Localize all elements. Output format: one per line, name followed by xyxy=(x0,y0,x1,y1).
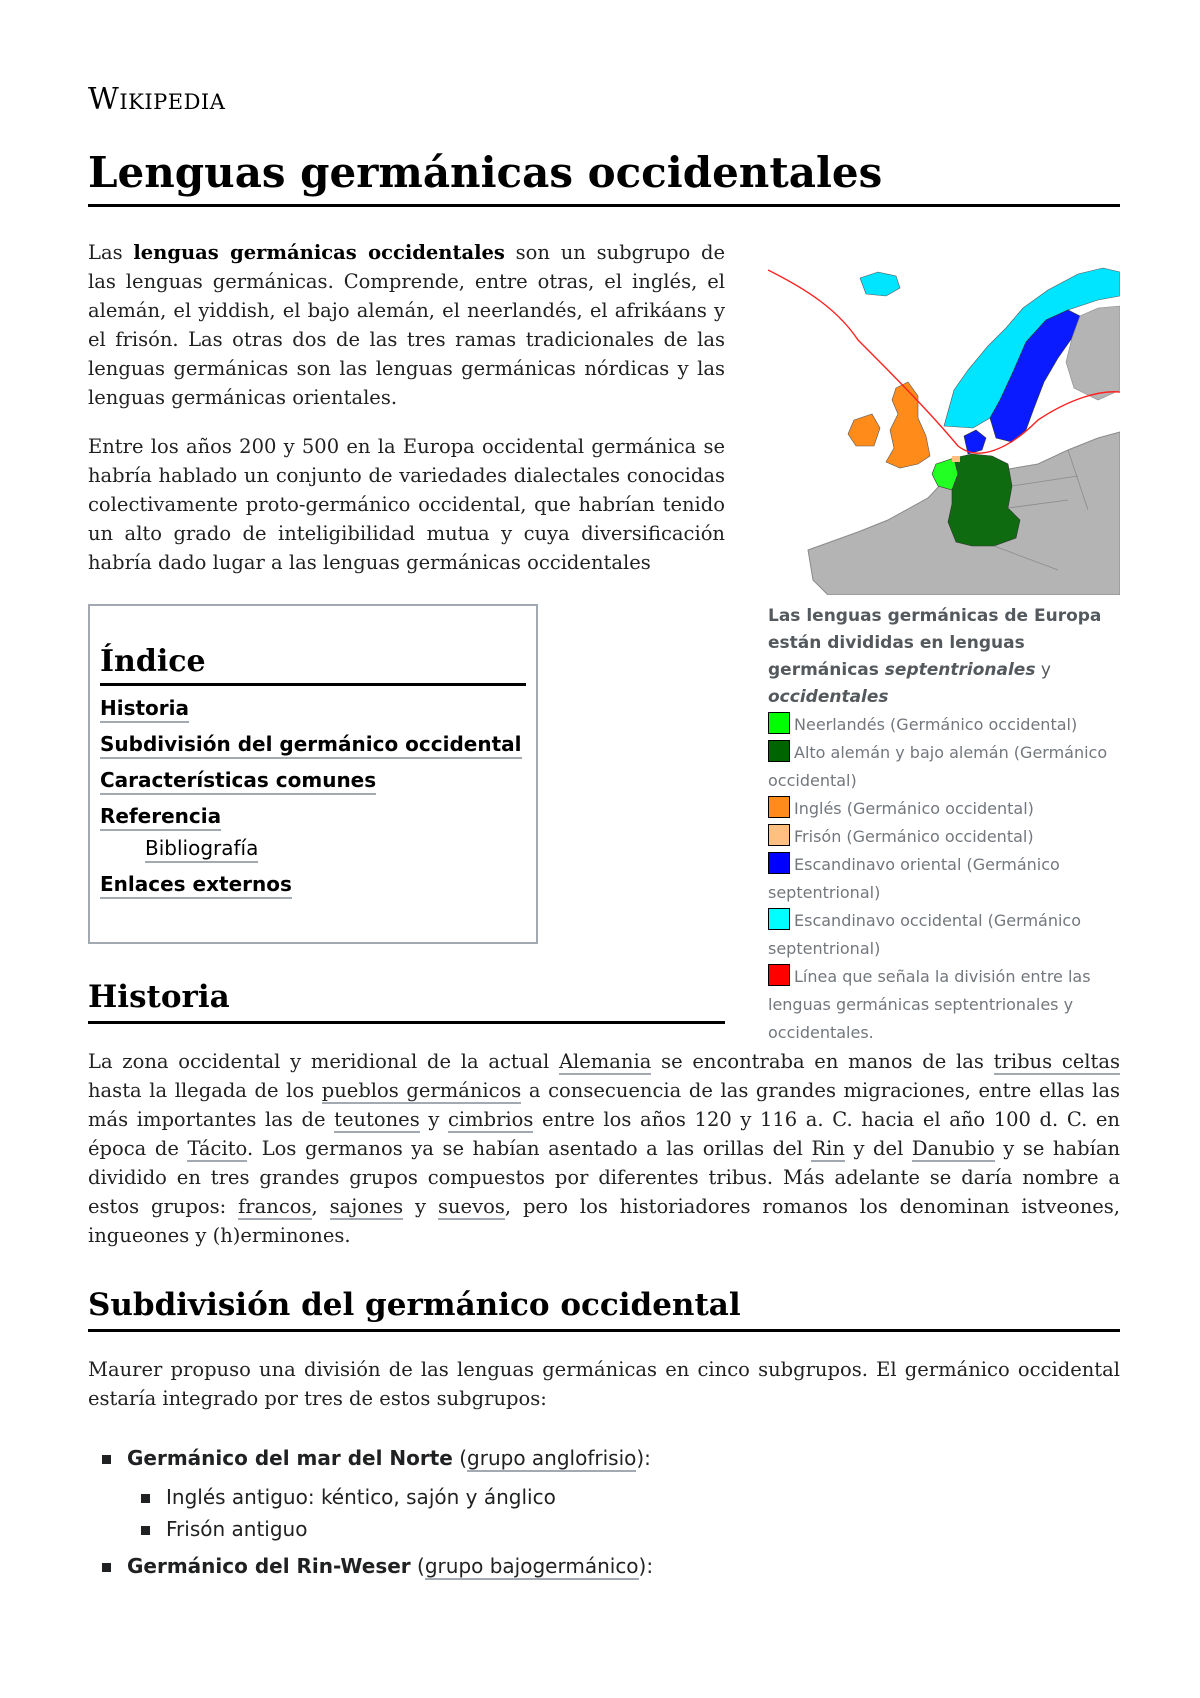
toc-link-subdivision[interactable]: Subdivisión del germánico occidental xyxy=(100,732,522,759)
europe-languages-map[interactable] xyxy=(768,250,1120,595)
legend-item: Neerlandés (Germánico occidental) xyxy=(768,711,1120,739)
historia-paragraph: La zona occidental y meridional de la actual Alemania se encontraba en manos de las tribus celtas hasta la llegada de los pueblos germánicos a consecuencia de las grandes migraciones, entre ellas las más importantes las de teutones y cimbrios entre los años 120 y 116 a. C. hacia el año 100 d. C. en época de Tácito. Los germanos ya se habían asentado a las orillas del Rin y del Danubio y se habían dividido en tres grandes grupos compuestos por diferentes tribus. Más adelante se daría nombre a estos grupos: francos, sajones y suevos, pero los historiadores romanos los denominan istveones, ingueones y (h)erminones. xyxy=(88,1050,1121,1247)
list-item: Inglés antiguo: kéntico, sajón y ánglico xyxy=(127,1481,1120,1513)
toc-link-referencia[interactable]: Referencia xyxy=(100,804,221,831)
intro-bold-term: lenguas germánicas occidentales xyxy=(133,241,505,264)
toc-item-caracteristicas xyxy=(100,768,526,792)
legend-item: Escandinavo occidental (Germánico septentrional) xyxy=(768,907,1120,963)
legend-item: Línea que señala la división entre las lenguas germánicas septentrionales y occidentales. xyxy=(768,963,1120,1047)
section-heading-historia: Historia xyxy=(88,978,725,1024)
wikipedia-wordmark[interactable]: Wikipedia xyxy=(88,82,226,117)
link-tribus-celtas[interactable]: tribus celtas xyxy=(993,1050,1121,1073)
legend-swatch xyxy=(768,740,790,762)
list-item: Germánico del mar del Norte (grupo anglofrisio): Inglés antiguo: kéntico, sajón y ánglico Frisón antiguo xyxy=(88,1443,1120,1545)
link-rin[interactable]: Rin xyxy=(811,1137,845,1160)
link-suevos[interactable]: suevos xyxy=(437,1195,505,1218)
map-legend xyxy=(768,711,1120,1047)
table-of-contents xyxy=(88,604,538,944)
toc-subitem-bibliografia xyxy=(145,836,526,860)
page-title: Lenguas germánicas occidentales xyxy=(88,148,1120,207)
legend-swatch xyxy=(768,712,790,734)
infobox-figure xyxy=(768,250,1120,1047)
legend-swatch xyxy=(768,964,790,986)
subgroup-list xyxy=(88,1443,1120,1587)
link-francos[interactable]: francos xyxy=(238,1195,312,1218)
group-label: Germánico del Rin-Weser xyxy=(127,1554,411,1578)
link-tacito[interactable]: Tácito xyxy=(187,1137,247,1160)
toc-link-enlaces[interactable]: Enlaces externos xyxy=(100,872,292,899)
intro-paragraph-1: Las lenguas germánicas occidentales son un subgrupo de las lenguas germánicas. Comprende, entre otras, el inglés, el alemán, el yiddish, el bajo alemán, el neerlandés, el afrikáans y el frisón. Las otras dos de las tres ramas tradicionales de las lenguas germánicas son las lenguas germánicas nórdicas y las lenguas germánicas orientales. xyxy=(88,241,726,409)
legend-item: Inglés (Germánico occidental) xyxy=(768,795,1120,823)
legend-item: Frisón (Germánico occidental) xyxy=(768,823,1120,851)
group-label: Germánico del mar del Norte xyxy=(127,1446,453,1470)
legend-swatch xyxy=(768,824,790,846)
intro-paragraph-2: Entre los años 200 y 500 en la Europa occidental germánica se habría hablado un conjunto de variedades dialectales conocidas colectivamente proto-germánico occidental, que habrían tenido un alto grado de inteligibilidad mutua y cuya diversificación habría dado lugar a las lenguas germánicas occidentales xyxy=(88,435,725,574)
section-heading-subdivision: Subdivisión del germánico occidental xyxy=(88,1286,1120,1332)
legend-item: Alto alemán y bajo alemán (Germánico occidental) xyxy=(768,739,1120,795)
link-cimbrios[interactable]: cimbrios xyxy=(447,1108,534,1131)
link-teutones[interactable]: teutones xyxy=(334,1108,420,1131)
toc-item-referencia xyxy=(100,804,526,860)
intro xyxy=(88,238,725,597)
legend-item: Escandinavo oriental (Germánico septentrional) xyxy=(768,851,1120,907)
toc-link-historia[interactable]: Historia xyxy=(100,696,189,723)
sublist xyxy=(127,1481,1120,1545)
legend-swatch xyxy=(768,852,790,874)
link-pueblos-germanicos[interactable]: pueblos germánicos xyxy=(321,1079,522,1102)
list-item: Frisón antiguo xyxy=(127,1513,1120,1545)
list-item: Germánico del Rin-Weser (grupo bajogermánico): xyxy=(88,1551,1120,1581)
legend-swatch xyxy=(768,796,790,818)
figure-caption: Las lenguas germánicas de Europa están divididas en lenguas germánicas septentrionales y occidentales xyxy=(768,606,1102,707)
toc-item-enlaces xyxy=(100,872,526,896)
toc-link-bibliografia[interactable]: Bibliografía xyxy=(145,836,258,863)
link-alemania[interactable]: Alemania xyxy=(558,1050,652,1073)
toc-item-historia xyxy=(100,696,526,720)
link-sajones[interactable]: sajones xyxy=(329,1195,404,1218)
toc-item-subdivision xyxy=(100,732,526,756)
legend-swatch xyxy=(768,908,790,930)
subdivision-paragraph: Maurer propuso una división de las lenguas germánicas en cinco subgrupos. El germánico occidental estaría integrado por tres de estos subgrupos: xyxy=(88,1358,1120,1410)
link-danubio[interactable]: Danubio xyxy=(911,1137,995,1160)
link-grupo-anglofrisio[interactable]: grupo anglofrisio xyxy=(467,1446,637,1470)
link-grupo-bajogermanico[interactable]: grupo bajogermánico xyxy=(424,1554,639,1578)
toc-title: Índice xyxy=(100,644,526,686)
toc-link-caracteristicas[interactable]: Características comunes xyxy=(100,768,376,795)
frisian-region xyxy=(952,456,960,462)
